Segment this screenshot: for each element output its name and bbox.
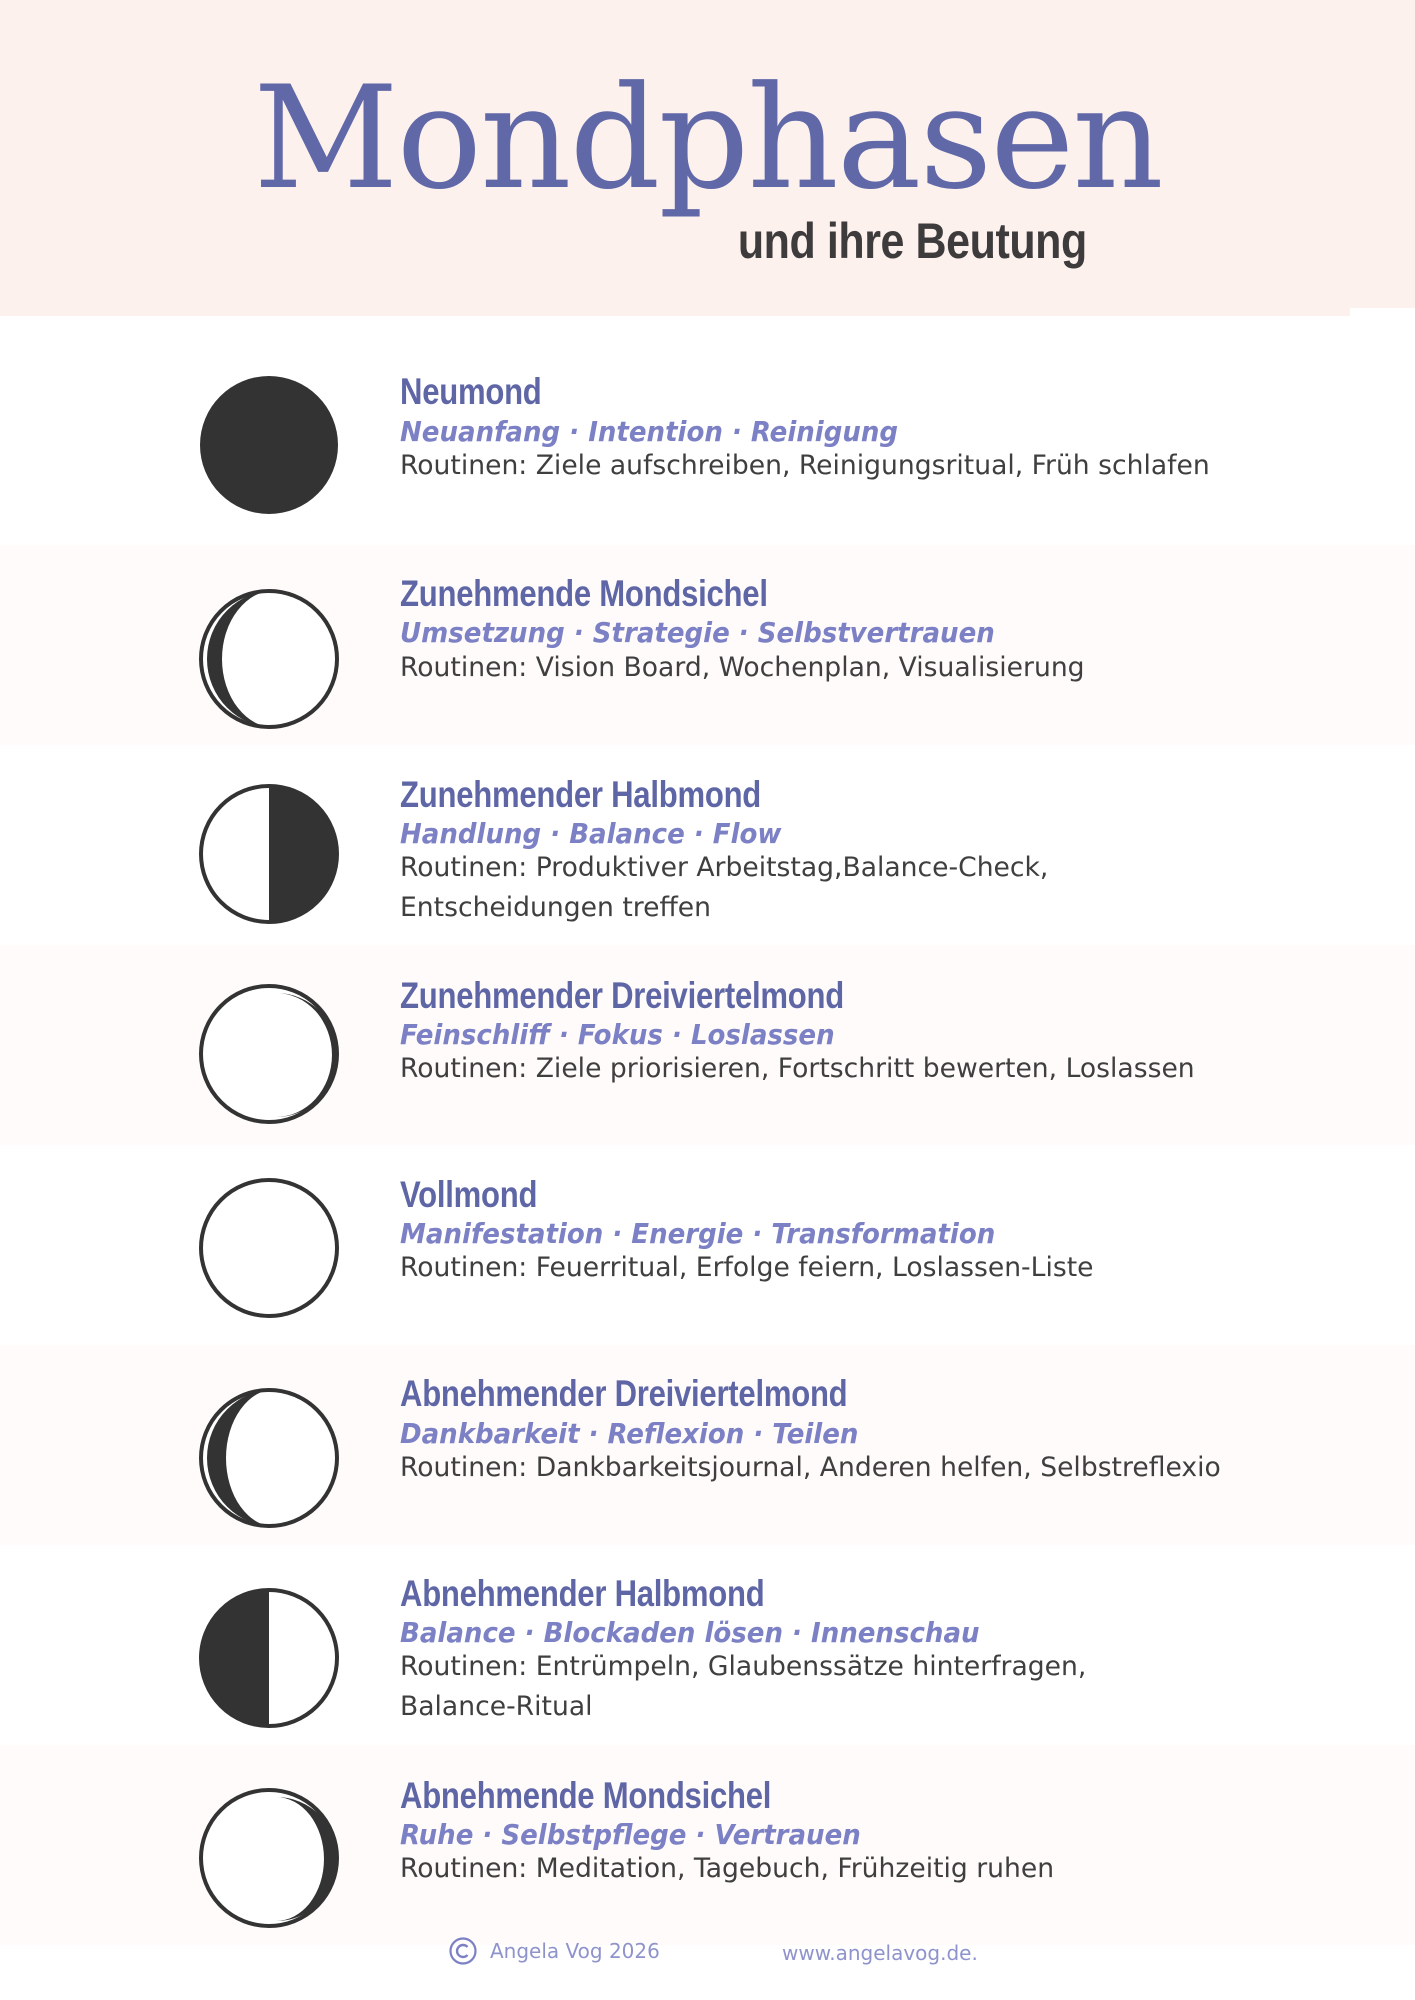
waxing-gibbous-icon <box>196 981 342 1127</box>
phase-keywords: Handlung · Balance · Flow <box>400 817 782 850</box>
phase-row-first-quarter <box>0 745 1415 945</box>
page-title: Mondphasen <box>253 56 1162 221</box>
phase-routines <box>400 848 1247 928</box>
phase-title: Zunehmender Halbmond <box>400 774 762 815</box>
phase-title: Abnehmender Halbmond <box>400 1573 765 1614</box>
footer-website-link[interactable]: www.angelavog.de. <box>782 1941 978 1965</box>
phase-keywords: Balance · Blockaden lösen · Innenschau <box>400 1616 980 1649</box>
phase-routines-line-1: Routinen: Vision Board, Wochenplan, Visualisierung <box>400 652 1085 683</box>
phase-title: Neumond <box>400 371 542 412</box>
phase-routines <box>400 1049 1247 1089</box>
waning-gibbous-icon <box>196 1385 342 1531</box>
phase-routines-line-1: Routinen: Ziele priorisieren, Fortschritt bewerten, Loslassen <box>400 1053 1195 1084</box>
phase-routines-line-1: Routinen: Ziele aufschreiben, Reinigungsritual, Früh schlafen <box>400 450 1210 481</box>
footer-author: Angela Vog 2026 <box>490 1939 660 1963</box>
phase-routines <box>400 1647 1247 1727</box>
phase-row-waning-crescent <box>0 1745 1415 1945</box>
phase-keywords: Manifestation · Energie · Transformation <box>400 1217 996 1250</box>
phase-routines-line-2: Entscheidungen treffen <box>400 892 711 923</box>
phase-keywords: Ruhe · Selbstpflege · Vertrauen <box>400 1818 861 1851</box>
new-moon-icon <box>196 372 342 518</box>
phase-row-new-moon <box>0 345 1415 545</box>
phase-routines-line-1: Routinen: Meditation, Tagebuch, Frühzeitig ruhen <box>400 1853 1055 1884</box>
phase-keywords: Feinschliff · Fokus · Loslassen <box>400 1018 835 1051</box>
phase-row-last-quarter <box>0 1545 1415 1745</box>
phase-keywords: Umsetzung · Strategie · Selbstvertrauen <box>400 616 995 649</box>
phase-routines-line-1: Routinen: Produktiver Arbeitstag,Balance-Check, <box>400 852 1049 883</box>
phase-row-waxing-crescent <box>0 545 1415 745</box>
phase-title: Zunehmender Dreiviertelmond <box>400 975 844 1016</box>
phase-routines <box>400 446 1247 486</box>
phase-routines <box>400 1248 1247 1288</box>
phase-keywords: Neuanfang · Intention · Reinigung <box>400 415 899 448</box>
phase-routines-line-1: Routinen: Feuerritual, Erfolge feiern, Loslassen-Liste <box>400 1252 1094 1283</box>
phase-routines-line-2: Balance-Ritual <box>400 1691 593 1722</box>
first-quarter-icon <box>196 781 342 927</box>
phase-routines-line-1: Routinen: Dankbarkeitsjournal, Anderen helfen, Selbstreflexio <box>400 1452 1221 1483</box>
page-subtitle: und ihre Beutung <box>737 213 1087 269</box>
phase-keywords: Dankbarkeit · Reflexion · Teilen <box>400 1417 859 1450</box>
phase-title: Abnehmende Mondsichel <box>400 1775 772 1816</box>
phase-title: Abnehmender Dreiviertelmond <box>400 1373 848 1414</box>
waning-crescent-icon <box>196 1785 342 1931</box>
full-moon-icon <box>196 1175 342 1321</box>
last-quarter-icon <box>196 1585 342 1731</box>
phase-routines <box>400 648 1247 688</box>
phase-routines <box>400 1448 1247 1488</box>
waxing-crescent-icon <box>196 586 342 732</box>
phase-routines <box>400 1849 1247 1889</box>
phase-row-waning-gibbous <box>0 1345 1415 1545</box>
copyright-icon <box>448 1936 478 1966</box>
header-edge <box>1350 308 1415 318</box>
phase-routines-line-1: Routinen: Entrümpeln, Glaubenssätze hinterfragen, <box>400 1651 1087 1682</box>
phase-row-full-moon <box>0 1145 1415 1345</box>
phase-title: Vollmond <box>400 1174 538 1215</box>
phase-title: Zunehmende Mondsichel <box>400 573 768 614</box>
phase-row-waxing-gibbous <box>0 945 1415 1145</box>
